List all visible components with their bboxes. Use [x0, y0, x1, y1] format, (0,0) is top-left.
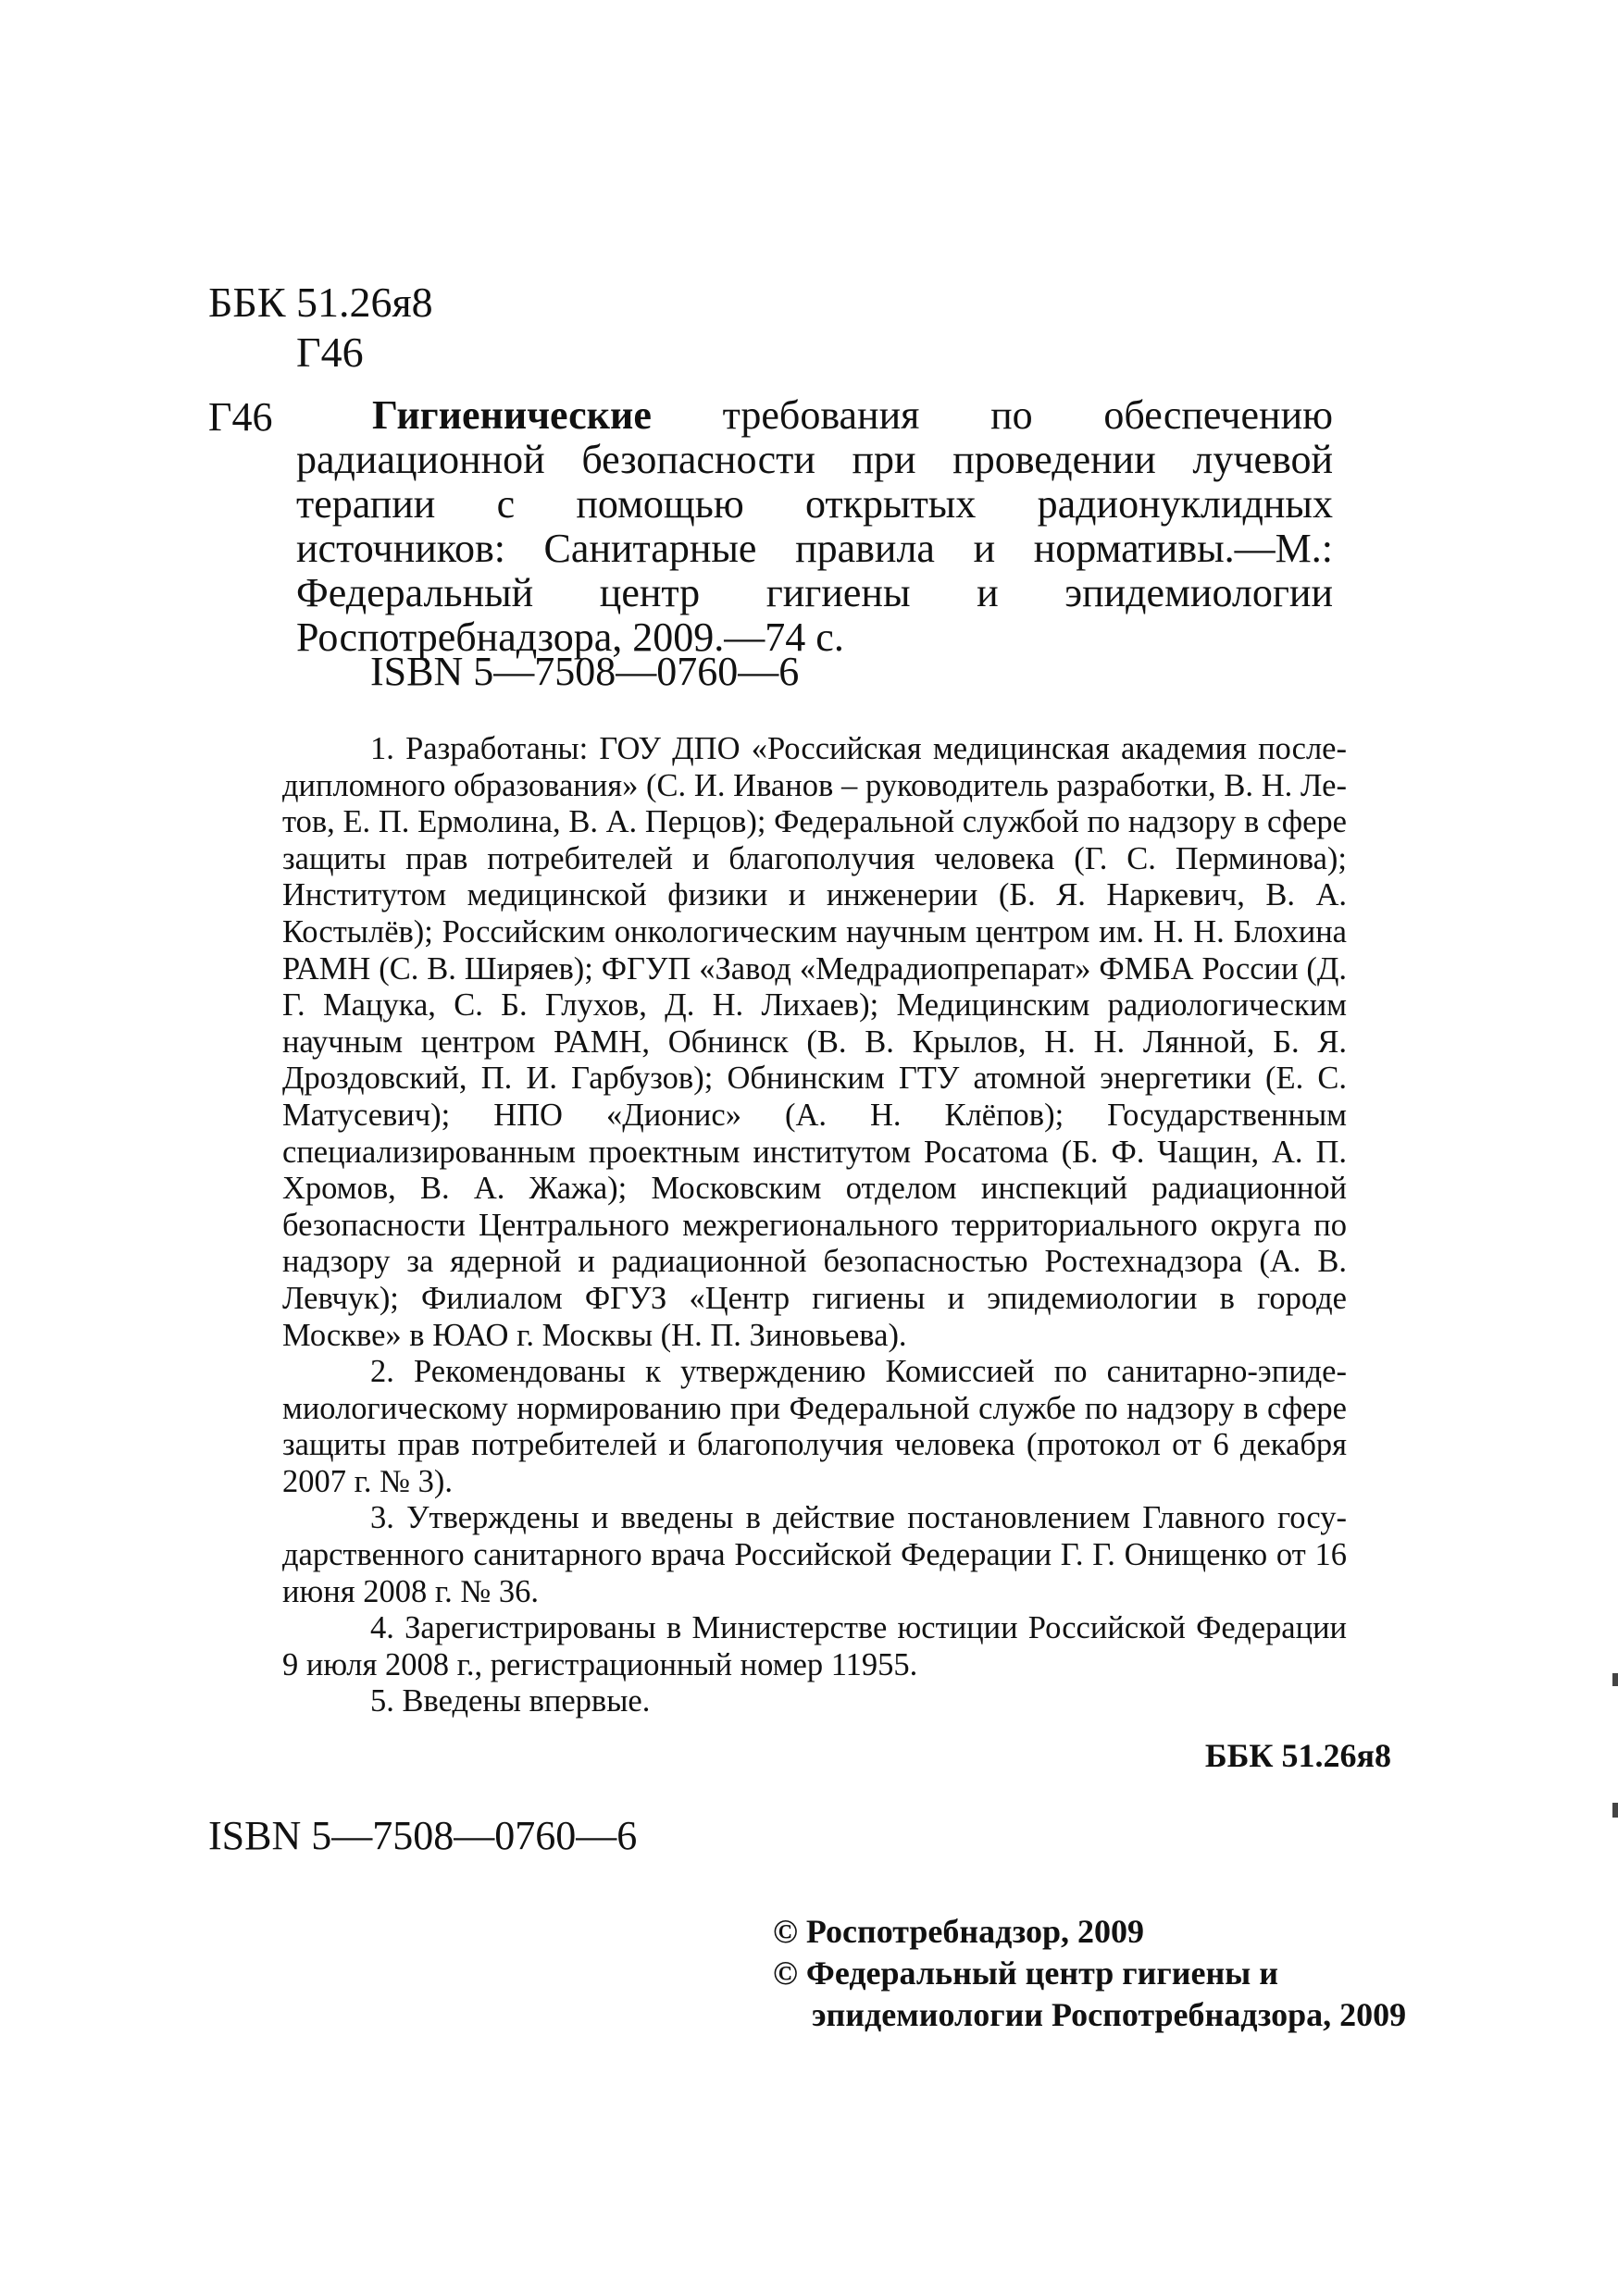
credits-section: [282, 731, 1347, 1720]
copyright-line: эпидемиологии Роспотребнадзора, 2009: [812, 1996, 1407, 2033]
entry-description-text: требования по обеспечению радиационной безопасности при проведении лучевой терапии с помощью открытых радионуклидных источников: Санитарные правила и нормативы.—М.: Федеральный центр гигиены и эпидемиологии Роспотребнадзора, 2009.—74 с.: [296, 392, 1333, 660]
bbk-code-bottom: ББК 51.26я8: [1204, 1737, 1391, 1774]
bibliographic-description: [296, 393, 1333, 660]
entry-author-sign: Г46: [208, 394, 273, 440]
author-sign: Г46: [296, 329, 364, 376]
credit-paragraph: 5. Введены впервые.: [370, 1683, 651, 1719]
bbk-code: ББК 51.26я8: [208, 279, 433, 326]
bbk-index-header: [208, 278, 433, 378]
isbn-number: ISBN 5—7508—0760—6: [370, 649, 800, 694]
credit-paragraph: 2. Рекомендованы к утверждению Комиссией по санитарно-эпидемиологическому нормированию при Федеральной службе по надзору в сфере защиты прав потребителей и благополучия человека (протокол от 6 декабря 2007 г. № 3).: [282, 1354, 1347, 1499]
entry-title-bold: Гигиенические: [372, 392, 652, 438]
credit-paragraph: 4. Зарегистрированы в Министерстве юстиции Российской Федерации 9 июля 2008 г., регистрационный номер 11955.: [282, 1610, 1347, 1682]
copyright-block: [773, 1911, 1406, 2036]
credit-paragraph: 3. Утверждены и введены в действие постановлением Главного государственного санитарного врача Российской Федерации Г. Г. Онищенко от 16 июня 2008 г. № 36.: [282, 1500, 1347, 1609]
scan-edge-mark: [1612, 1803, 1618, 1818]
copyright-line: © Федеральный центр гигиены и: [773, 1955, 1279, 1992]
credit-paragraph: 1. Разработаны: ГОУ ДПО «Российская медицинская академия последипломного образования» (С. И. Иванов – руководитель разработки, В. Н. Летов, Е. П. Ермолина, В. А. Перцов); Федеральной службой по надзору в сфере защиты прав потребителей и благополучия человека (Г. С. Перминова); Институтом медицинской физики и инженерии (Б. Я. Наркевич, В. А. Костылёв); Российским онкологическим научным центром им. Н. Н. Блохина РАМН (С. В. Ширяев); ФГУП «Завод «Медрадиопрепарат» ФМБА России (Д. Г. Мацука, С. Б. Глухов, Д. Н. Лихаев); Медицинским радиологическим научным центром РАМН, Обнинск (В. В. Крылов, Н. Н. Лянной, Б. Я. Дроздовский, П. И. Гарбузов); Обнинским ГТУ атомной энергетики (Е. С. Матусевич); НПО «Дионис» (А. Н. Клёпов); Государственным специализированным проектным институтом Росатома (Б. Ф. Чащин, А. П. Хромов, В. А. Жажа); Московским отделом инспекций радиационной безопасности Центрального межрегионального территориального округа по надзору за ядерной и радиационной безопасностью Ростехнадзора (А. В. Левчук); Филиалом ФГУЗ «Центр гигиены и эпидемиологии в городе Москве» в ЮАО г. Москвы (Н. П. Зиновьева).: [282, 731, 1347, 1353]
scan-edge-mark: [1612, 1673, 1618, 1686]
copyright-line: © Роспотребнадзор, 2009: [773, 1913, 1145, 1950]
isbn-bottom: ISBN 5—7508—0760—6: [208, 1813, 638, 1858]
